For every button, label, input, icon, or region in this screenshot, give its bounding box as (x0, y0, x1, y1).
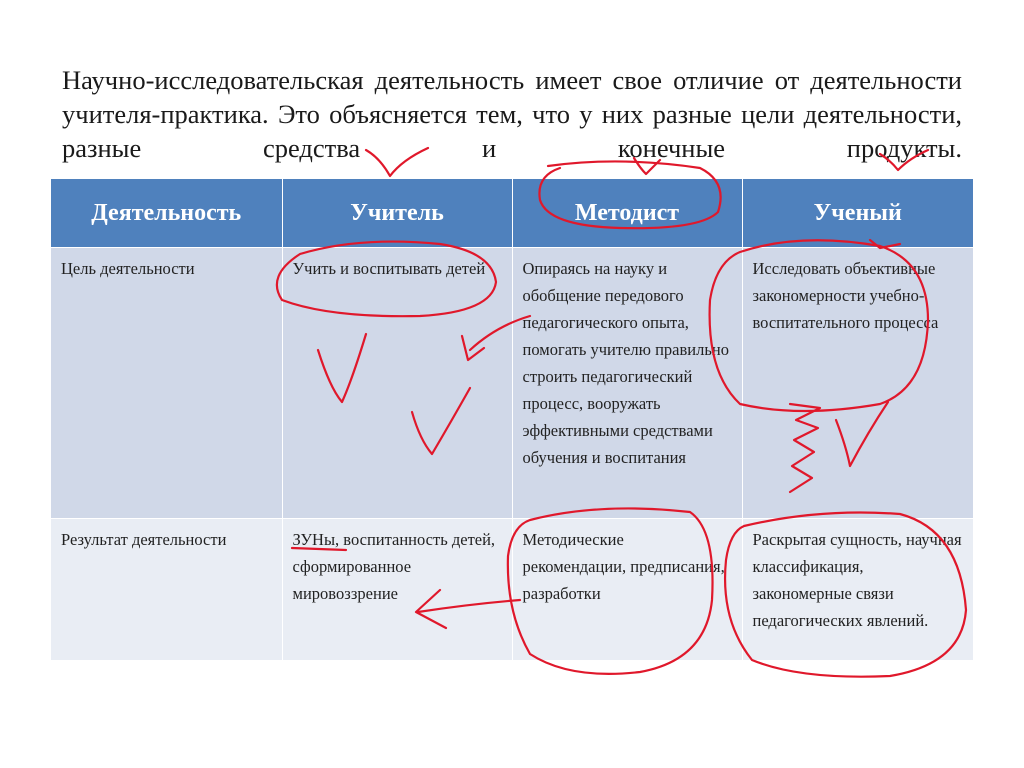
cell-teacher-goal: Учить и воспитывать детей (282, 248, 512, 519)
cell-scientist-result: Раскрытая сущность, научная классификация, закономерные связи педагогических явлений. (742, 519, 973, 661)
header-teacher: Учитель (282, 179, 512, 248)
cell-methodist-result: Методические рекомендации, предписания, разработки (512, 519, 742, 661)
comparison-table (51, 179, 973, 660)
intro-paragraph: Научно-исследовательская деятельность имеет свое отличие от деятельности учителя-практика. Это объясняется тем, что у них разные цели деятельности, разные средства и конечные продукты. (62, 64, 962, 163)
header-activity: Деятельность (51, 179, 282, 248)
header-scientist: Ученый (742, 179, 973, 248)
table-header-row (51, 179, 973, 248)
cell-teacher-result: ЗУНы, воспитанность детей, сформированное мировоззрение (282, 519, 512, 661)
header-methodist: Методист (512, 179, 742, 248)
row-label-goal: Цель деятельности (51, 248, 282, 519)
table-row-result (51, 519, 973, 661)
table-row-goal (51, 248, 973, 519)
row-label-result: Результат деятельности (51, 519, 282, 661)
cell-methodist-goal: Опираясь на науку и обобщение передового педагогического опыта, помогать учителю правильно строить педагогический процесс, вооружать эффективными средствами обучения и воспитания (512, 248, 742, 519)
cell-scientist-goal: Исследовать объективные закономерности учебно-воспитательного процесса (742, 248, 973, 519)
